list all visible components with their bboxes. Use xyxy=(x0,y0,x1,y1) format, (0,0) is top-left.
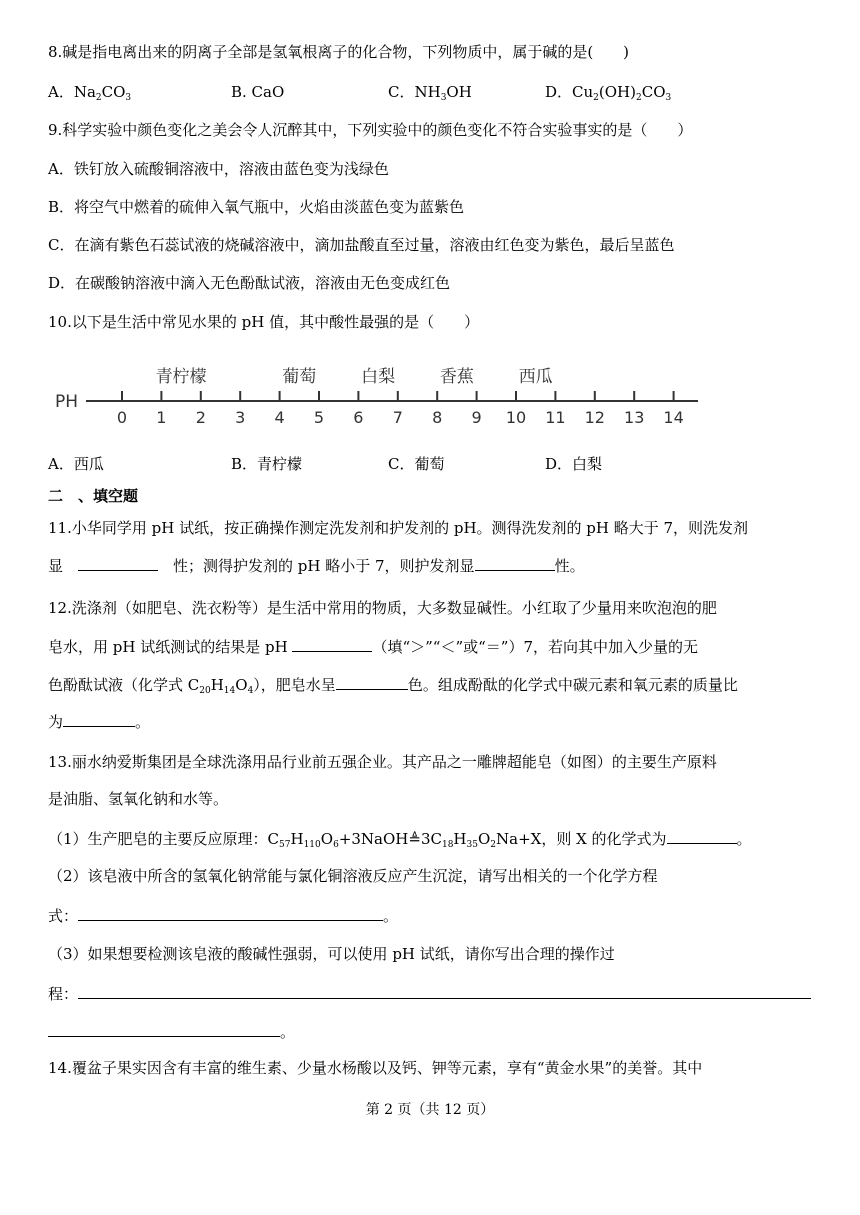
q13-part3-answer-cont xyxy=(48,1021,295,1042)
q13-p1-sub5: 35 xyxy=(466,840,478,850)
q13-part1 xyxy=(48,828,752,849)
ph-tick-label: 14 xyxy=(663,408,684,427)
q13-p1-sub1: 57 xyxy=(279,840,291,850)
page-footer: 第 2 页（共 12 页） xyxy=(365,1102,495,1118)
q12-line1: 12.洗涤剂（如肥皂、洗衣粉等）是生活中常用的物质，大多数显碱性。小红取了少量用来吹泡泡的肥 xyxy=(48,599,717,617)
q12-text-e: O xyxy=(235,676,248,694)
q9-option-b: B．将空气中燃着的硫伸入氧气瓶中，火焰由淡蓝色变为蓝紫色 xyxy=(48,198,465,216)
q10-option-b: B．青柠檬 xyxy=(231,455,303,473)
q12-blank-3[interactable] xyxy=(63,711,135,727)
q13-part3-answer xyxy=(48,983,811,1004)
q13-line1: 13.丽水纳爱斯集团是全球洗涤用品行业前五强企业。其产品之一雕牌超能皂（如图）的主要生产原料 xyxy=(48,753,717,771)
q12-blank-1[interactable] xyxy=(292,636,372,652)
q13-p1-sub4: 18 xyxy=(441,840,454,850)
q11-text-b: 性；测得护发剂的 pH 略小于 7，则护发剂显 xyxy=(158,557,475,575)
q8-stem: 8.碱是指电离出来的阴离子全部是氢氧根离子的化合物，下列物质中，属于碱的是( ) xyxy=(48,43,630,61)
q12-text-h: 为 xyxy=(48,713,64,731)
q13-p1-h: 。 xyxy=(736,830,752,848)
q12-text-f: ），肥皂水呈 xyxy=(253,676,336,694)
ph-ticks xyxy=(117,391,684,427)
q8-d-sub1: 2 xyxy=(593,93,599,103)
q8-d-end: CO xyxy=(641,83,666,101)
q12-sub-1: 20 xyxy=(199,686,211,696)
ph-tick-label: 7 xyxy=(392,408,403,427)
q13-p1-c: O xyxy=(320,830,334,848)
ph-fruit-label: 葡萄 xyxy=(282,367,317,387)
q8-a-pre: A．Na xyxy=(48,83,96,101)
ph-fruits xyxy=(156,366,553,387)
ph-tick-label: 2 xyxy=(195,408,206,427)
q8-a-mid: CO xyxy=(101,83,126,101)
q12-blank-2[interactable] xyxy=(336,674,408,690)
ph-tick-label: 9 xyxy=(471,408,482,427)
ph-tick-label: 12 xyxy=(584,408,605,427)
q13-p1-d: +3NaOH≜3C xyxy=(338,830,442,848)
q12-text-c: 色酚酞试液（化学式 C xyxy=(48,676,200,694)
q10-option-d: D．白梨 xyxy=(545,455,603,473)
q8-d-pre: D．Cu xyxy=(545,83,594,101)
ph-tick-label: 8 xyxy=(432,408,443,427)
ph-axis-label: PH xyxy=(55,392,79,412)
q13-p2-c: 。 xyxy=(383,907,399,925)
ph-tick-label: 4 xyxy=(274,408,285,427)
q13-part3: （3）如果想要检测该皂液的酸碱性强弱，可以使用 pH 试纸，请你写出合理的操作过 xyxy=(48,945,615,963)
ph-fruit-label: 西瓜 xyxy=(518,367,553,387)
ph-tick-label: 11 xyxy=(545,408,566,427)
q11-line1: 11.小华同学用 pH 试纸，按正确操作测定洗发剂和护发剂的 pH。测得洗发剂的 pH 略大于 7，则洗发剂 xyxy=(48,519,749,537)
q8-option-a xyxy=(48,82,131,102)
q11-blank-1[interactable] xyxy=(78,555,158,571)
q11-text-a: 显 xyxy=(48,557,79,575)
q8-c-pre: C．NH xyxy=(388,83,441,101)
ph-tick-label: 13 xyxy=(624,408,645,427)
q12-line2 xyxy=(48,636,698,657)
q8-a-sub2: 3 xyxy=(125,93,132,103)
q11-text-c: 性。 xyxy=(554,557,585,575)
q12-line3 xyxy=(48,674,738,695)
q9-option-d: D．在碳酸钠溶液中滴入无色酚酞试液，溶液由无色变成红色 xyxy=(48,274,451,292)
q13-p1-sub3: 6 xyxy=(333,840,339,850)
q13-p1-f: O xyxy=(477,830,491,848)
q8-d-mid: (OH) xyxy=(598,83,636,101)
q11-line2 xyxy=(48,555,585,576)
ph-tick-label: 1 xyxy=(156,408,167,427)
q14-line1: 14.覆盆子果实因含有丰富的维生素、少量水杨酸以及钙、钾等元素，享有“黄金水果”的美誉。其中 xyxy=(48,1059,703,1077)
q12-sub-2: 14 xyxy=(223,686,236,696)
q13-p1-sub6: 2 xyxy=(490,840,497,850)
q13-blank-3[interactable] xyxy=(78,983,811,999)
q8-option-c xyxy=(388,82,472,102)
ph-fruit-label: 青柠檬 xyxy=(155,367,207,387)
q13-p1-g: Na+X，则 X 的化学式为 xyxy=(496,830,667,848)
section-title-fill-in: 二 、填空题 xyxy=(48,487,139,505)
q12-text-d: H xyxy=(210,676,224,694)
q13-p1-a: （1）生产肥皂的主要反应原理：C xyxy=(48,830,280,848)
q12-line4 xyxy=(48,711,150,732)
q12-text-b: （填“＞”“＜”或“＝”）7，若向其中加入少量的无 xyxy=(372,638,699,656)
q8-d-sub2: 2 xyxy=(636,93,642,103)
ph-fruit-label: 白梨 xyxy=(361,367,396,387)
q12-text-i: 。 xyxy=(135,713,151,731)
q10-option-c: C．葡萄 xyxy=(388,455,445,473)
q8-a-sub1: 2 xyxy=(95,93,102,103)
q9-option-a: A．铁钉放入硫酸铜溶液中，溶液由蓝色变为浅绿色 xyxy=(48,160,389,178)
q13-blank-4[interactable] xyxy=(48,1021,280,1037)
q13-blank-1[interactable] xyxy=(667,828,737,844)
ph-tick-label: 5 xyxy=(313,408,325,427)
q13-part2: （2）该皂液中所含的氢氧化钠常能与氯化铜溶液反应产生沉淀，请写出相关的一个化学方程 xyxy=(48,867,658,885)
q10-stem: 10.以下是生活中常见水果的 pH 值，其中酸性最强的是（ ） xyxy=(48,313,480,331)
ph-tick-label: 6 xyxy=(353,408,364,427)
q13-p3-c: 。 xyxy=(280,1023,296,1041)
q13-p3-b: 程： xyxy=(48,985,79,1003)
ph-tick-label: 10 xyxy=(505,408,527,427)
ph-scale-figure xyxy=(48,355,708,435)
q9-stem: 9.科学实验中颜色变化之美会令人沉醉其中，下列实验中的颜色变化不符合实验事实的是（ ） xyxy=(48,121,693,139)
q13-blank-2[interactable] xyxy=(78,905,383,921)
q13-p1-e: H xyxy=(453,830,467,848)
q12-sub-3: 4 xyxy=(247,686,254,696)
q13-p1-sub2: 110 xyxy=(303,840,321,850)
ph-fruit-label: 香蕉 xyxy=(439,367,474,387)
q8-option-d xyxy=(545,82,671,102)
q8-c-sub1: 3 xyxy=(440,93,447,103)
q13-line2: 是油脂、氢氧化钠和水等。 xyxy=(48,790,229,808)
ph-tick-label: 3 xyxy=(235,408,246,427)
q13-p1-b: H xyxy=(290,830,304,848)
q12-text-g: 色。组成酚酞的化学式中碳元素和氧元素的质量比 xyxy=(407,676,738,694)
q8-option-b: B. CaO xyxy=(231,83,285,101)
ph-tick-label: 0 xyxy=(116,408,128,427)
q11-blank-2[interactable] xyxy=(475,555,555,571)
q12-text-a: 皂水，用 pH 试纸测试的结果是 pH xyxy=(48,638,293,656)
q8-d-sub3: 3 xyxy=(665,93,672,103)
q13-p2-b: 式： xyxy=(48,907,79,925)
q10-option-a: A．西瓜 xyxy=(48,455,104,473)
q9-option-c: C．在滴有紫色石蕊试液的烧碱溶液中，滴加盐酸直至过量，溶液由红色变为紫色，最后呈蓝色 xyxy=(48,236,675,254)
q8-c-mid: OH xyxy=(446,83,472,101)
q13-part2-answer xyxy=(48,905,398,926)
